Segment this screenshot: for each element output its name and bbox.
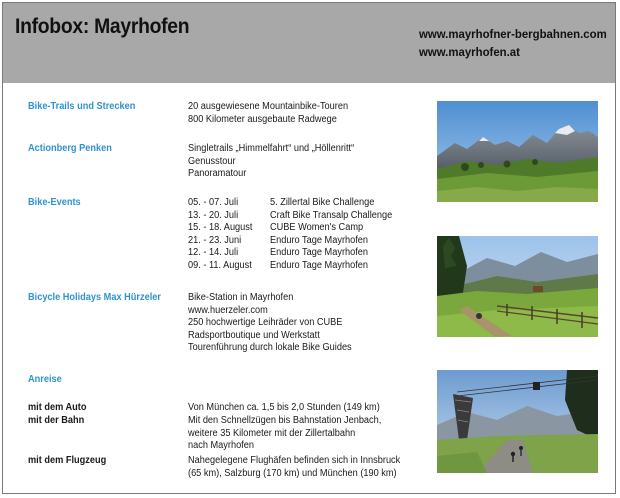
bahn-line: nach Mayrhofen (188, 440, 254, 452)
flug-line: Nahegelegene Flughäfen befinden sich in Innsbruck (188, 455, 401, 466)
penken-line: Singletrails „Himmelfahrt“ und „Höllenritt“ (188, 143, 355, 154)
label-mit-dem-flugzeug: mit dem Flugzeug (28, 455, 107, 466)
bahn-line: Mit den Schnellzügen bis Bahnstation Jenbach, (188, 415, 382, 426)
label-bike-trails: Bike-Trails und Strecken (28, 101, 136, 112)
trails-line: 800 Kilometer ausgebaute Radwege (188, 113, 337, 125)
events-dates (188, 197, 252, 273)
trails-content (188, 101, 348, 126)
event-name: Enduro Tage Mayrhofen (270, 259, 369, 271)
holidays-line: Radsportboutique und Werkstatt (188, 329, 320, 341)
holidays-content (188, 292, 352, 355)
penken-line: Panoramatour (188, 168, 247, 180)
event-name: Enduro Tage Mayrhofen (270, 234, 369, 246)
flug-content (188, 455, 400, 480)
url-bergbahnen-link[interactable]: www.mayrhofner-bergbahnen.com (419, 27, 607, 41)
penken-content (188, 143, 354, 181)
label-bicycle-holidays: Bicycle Holidays Max Hürzeler (28, 292, 161, 303)
header-bar (3, 3, 615, 83)
label-mit-dem-auto: mit dem Auto (28, 402, 87, 413)
mountain-panorama-photo (437, 101, 598, 202)
huerzeler-link[interactable]: www.huerzeler.com (188, 304, 268, 316)
event-date: 05. - 07. Juli (188, 197, 239, 208)
label-anreise: Anreise (28, 374, 62, 385)
event-date: 09. - 11. August (188, 259, 252, 271)
holidays-line: 250 hochwertige Leihräder von CUBE (188, 317, 343, 329)
event-date: 21. - 23. Juni (188, 234, 242, 246)
trails-line: 20 ausgewiesene Mountainbike-Touren (188, 101, 349, 112)
page-title: Infobox: Mayrhofen (15, 15, 190, 38)
auto-content (188, 402, 380, 415)
auto-line: Von München ca. 1,5 bis 2,0 Stunden (149 km) (188, 402, 380, 413)
flug-line: (65 km), Salzburg (170 km) und München (190 km) (188, 467, 397, 479)
label-mit-der-bahn: mit der Bahn (28, 415, 85, 426)
label-actionberg-penken: Actionberg Penken (28, 143, 112, 154)
event-name: CUBE Women's Camp (270, 222, 364, 234)
event-name: Enduro Tage Mayrhofen (270, 247, 369, 259)
penken-line: Genusstour (188, 155, 236, 167)
url-mayrhofen-link[interactable]: www.mayrhofen.at (419, 45, 520, 59)
holidays-line: Bike-Station in Mayrhofen (188, 292, 294, 303)
alpine-meadow-photo (437, 236, 598, 337)
event-date: 12. - 14. Juli (188, 247, 239, 259)
label-bike-events: Bike-Events (28, 197, 81, 208)
holidays-line: Tourenführung durch lokale Bike Guides (188, 342, 352, 354)
event-name: 5. Zillertal Bike Challenge (270, 197, 375, 208)
event-date: 15. - 18. August (188, 222, 253, 234)
cable-car-riders-photo (437, 370, 598, 473)
events-names (270, 197, 392, 273)
header-urls (419, 25, 617, 61)
event-date: 13. - 20. Juli (188, 209, 239, 221)
event-name: Craft Bike Transalp Challenge (270, 209, 393, 221)
bahn-content (188, 415, 381, 453)
bahn-line: weitere 35 Kilometer mit der Zillertalbahn (188, 427, 356, 439)
